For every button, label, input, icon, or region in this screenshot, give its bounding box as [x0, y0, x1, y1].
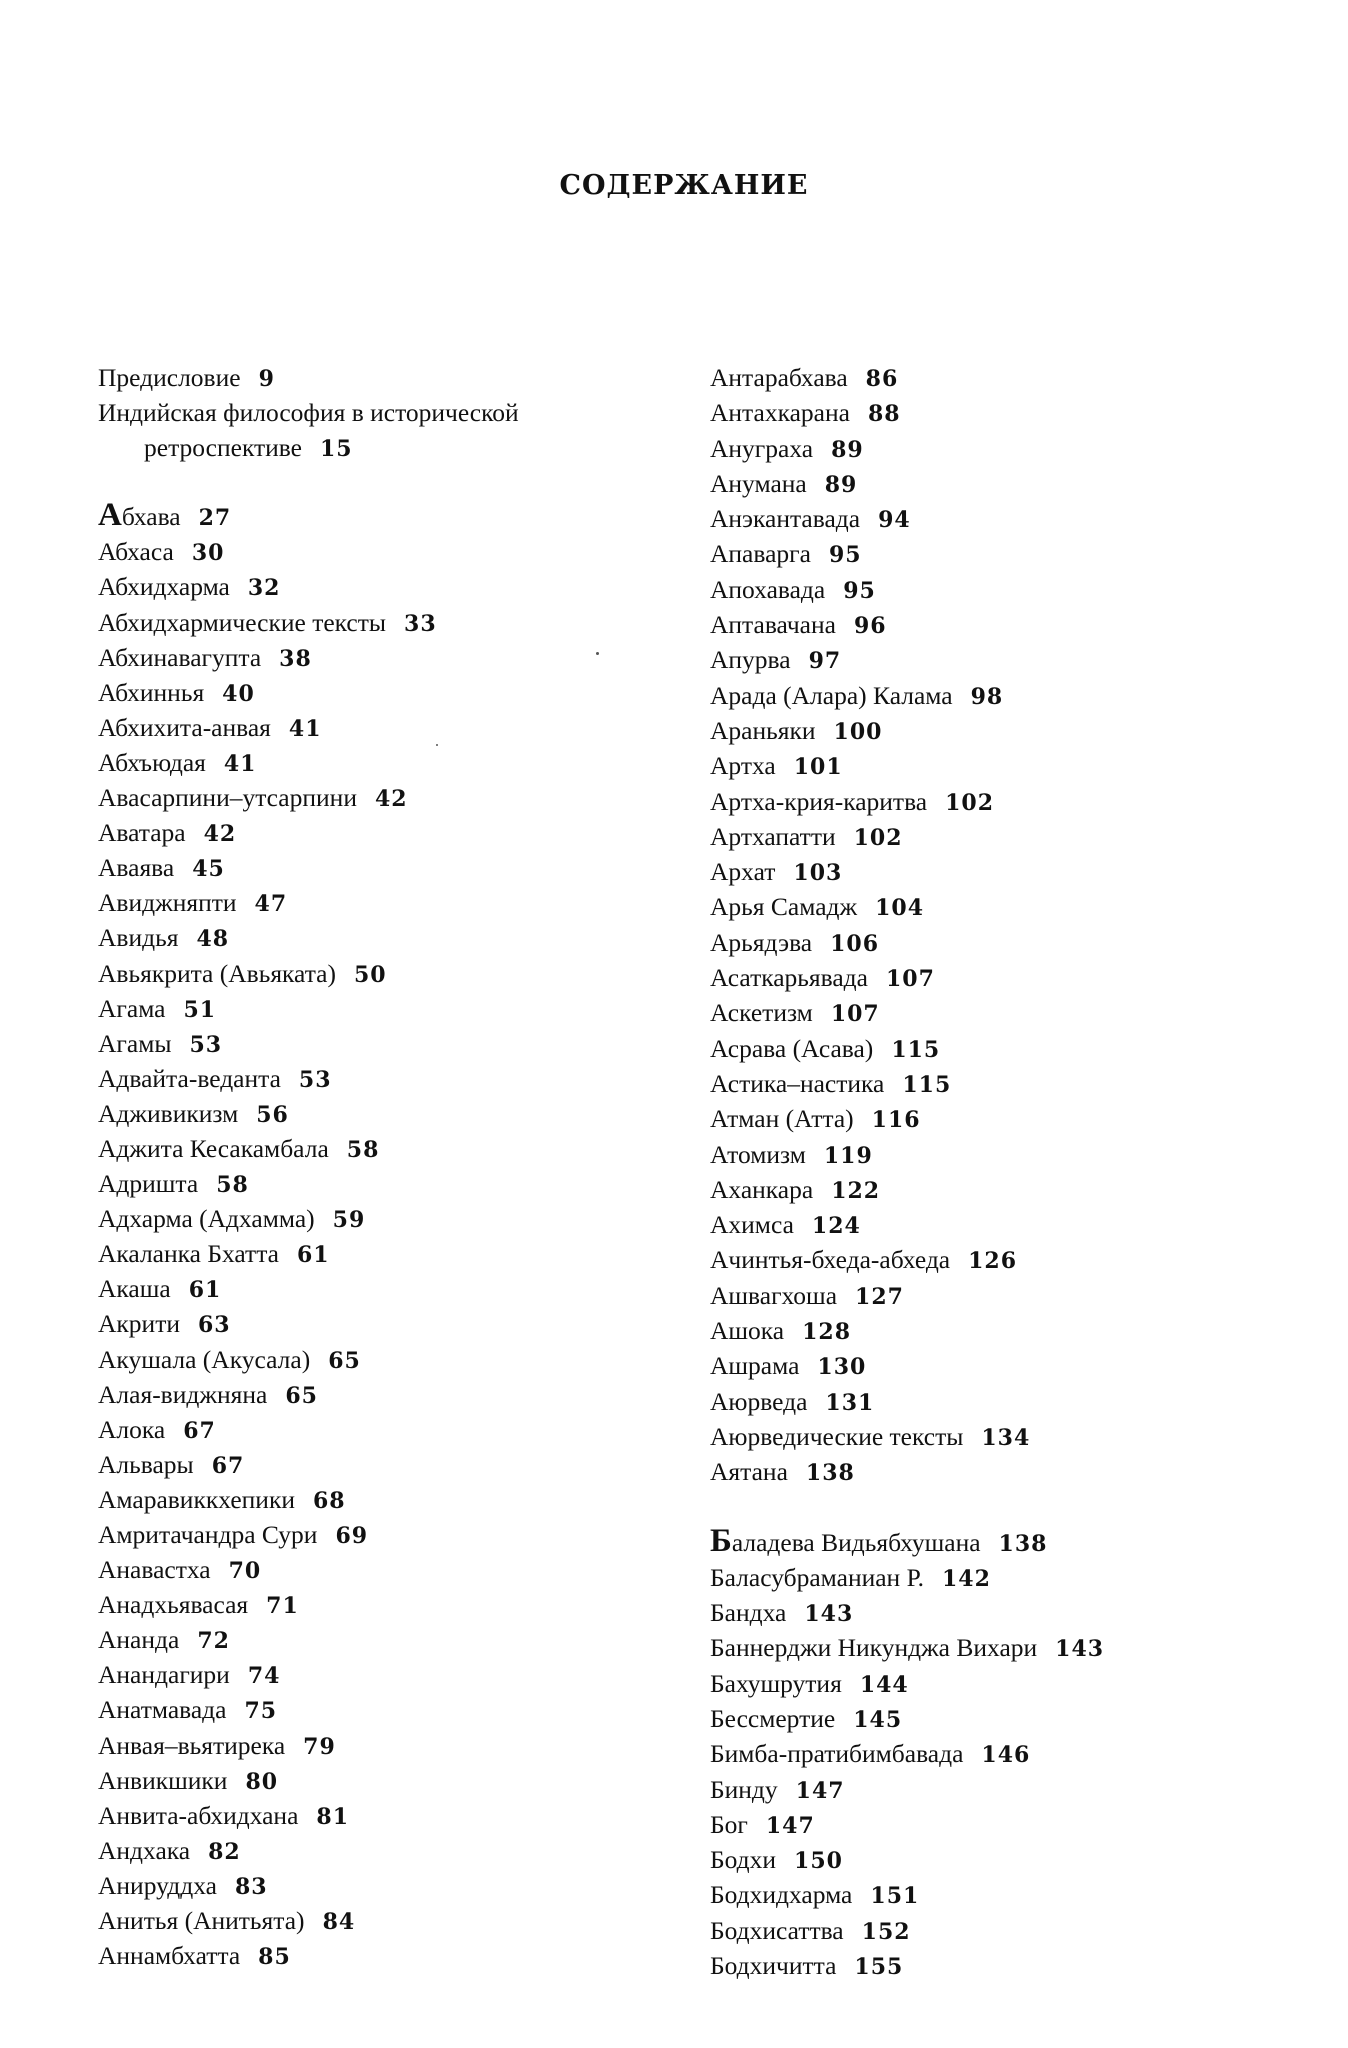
toc-entry-term: Анитья (Анитьята)	[98, 1906, 305, 1936]
toc-entry-term: Ананда	[98, 1625, 180, 1655]
toc-entry-term: Индийская философия в исторической	[98, 398, 519, 428]
toc-entry-term: Артха-крия-каритва	[710, 786, 928, 816]
toc-entry-page: 144	[859, 1671, 909, 1698]
toc-entry-page: 103	[793, 860, 843, 887]
toc-entry	[98, 1377, 698, 1412]
toc-entry-term: Аюрведические тексты	[710, 1421, 964, 1451]
toc-entry-page: 143	[1055, 1636, 1105, 1663]
toc-entry-term: Аптавачана	[710, 610, 836, 640]
toc-entry	[98, 605, 698, 640]
toc-entry-term: Абхидхармические тексты	[98, 607, 387, 637]
toc-entry	[98, 640, 698, 675]
toc-entry-page: 48	[196, 926, 230, 953]
toc-entry	[710, 678, 1330, 713]
toc-left-column	[98, 360, 698, 1973]
toc-entry-page: 155	[854, 1954, 904, 1981]
toc-entry-term: Араньяки	[710, 715, 816, 745]
toc-entry	[98, 430, 698, 465]
toc-entry-page: 145	[853, 1706, 903, 1733]
toc-entry-page: 80	[245, 1768, 279, 1795]
toc-entry-term: Акаша	[98, 1274, 171, 1304]
toc-entry-page: 126	[968, 1248, 1018, 1275]
toc-entry	[98, 675, 698, 710]
toc-entry	[710, 1807, 1330, 1842]
toc-entry-page: 45	[192, 856, 225, 883]
toc-entry-term: Архат	[710, 857, 776, 887]
toc-entry-page: 82	[208, 1838, 241, 1865]
toc-entry-term: Адживикизм	[98, 1098, 239, 1128]
toc-entry-page: 59	[332, 1207, 366, 1234]
toc-entry-page: 151	[870, 1883, 920, 1910]
toc-entry-term: Андхака	[98, 1835, 191, 1865]
toc-entry-term: Авиджняпти	[98, 888, 237, 918]
toc-entry-term: Апаварга	[710, 539, 811, 569]
toc-entry-page: 119	[823, 1142, 873, 1169]
toc-entry-term: Ачинтья-бхеда-абхеда	[710, 1245, 951, 1275]
toc-entry	[710, 536, 1330, 571]
toc-entry-page: 58	[346, 1136, 380, 1163]
toc-entry-page: 68	[313, 1487, 346, 1514]
toc-entry-page: 124	[811, 1213, 861, 1240]
toc-entry-term: Асаткарьявада	[710, 963, 868, 993]
toc-entry-page: 89	[831, 436, 864, 463]
toc-entry	[710, 1242, 1330, 1277]
toc-entry-page: 127	[855, 1283, 904, 1310]
toc-entry-term: Авьякрита (Авьяката)	[98, 958, 336, 988]
toc-entry-page: 41	[223, 750, 257, 777]
toc-entry-page: 107	[885, 966, 935, 993]
toc-entry-page: 96	[853, 613, 887, 640]
toc-entry-page: 67	[183, 1417, 216, 1444]
toc-entry	[710, 784, 1330, 819]
toc-entry-term: Анандагири	[98, 1660, 230, 1690]
toc-entry	[710, 854, 1330, 889]
toc-entry-page: 79	[303, 1733, 336, 1760]
toc-entry	[98, 1236, 698, 1271]
toc-entry	[98, 1061, 698, 1096]
toc-entry	[710, 1913, 1330, 1948]
toc-entry	[710, 1313, 1330, 1348]
toc-entry-term: Апурва	[710, 645, 791, 675]
toc-entry	[710, 1522, 1330, 1560]
toc-entry	[710, 642, 1330, 677]
toc-entry-term: Альвары	[98, 1449, 194, 1479]
toc-entry-page: 53	[189, 1031, 223, 1058]
toc-entry	[710, 1031, 1330, 1066]
toc-entry	[98, 1622, 698, 1657]
toc-entry	[98, 710, 698, 745]
toc-entry-page: 147	[765, 1812, 815, 1839]
toc-entry-page: 56	[256, 1101, 289, 1128]
toc-entry-page: 152	[861, 1918, 911, 1945]
toc-entry-page: 71	[266, 1593, 299, 1620]
toc-entry	[710, 1701, 1330, 1736]
toc-entry-term: Авасарпини–утсарпини	[98, 783, 357, 813]
toc-entry	[98, 1763, 698, 1798]
toc-entry-term: Анэкантавада	[710, 504, 861, 534]
toc-entry-term: Бандха	[710, 1598, 787, 1628]
toc-entry-page: 9	[258, 366, 275, 392]
toc-entry-page: 143	[804, 1601, 854, 1628]
toc-entry-term: Бодхи	[710, 1845, 777, 1875]
toc-entry	[98, 1692, 698, 1727]
toc-entry-term: Анвикшики	[98, 1765, 228, 1795]
toc-entry-term: Ашока	[710, 1316, 785, 1346]
toc-entry-term: Адхарма (Адхамма)	[98, 1204, 315, 1234]
toc-entry	[710, 960, 1330, 995]
toc-entry	[710, 1454, 1330, 1489]
toc-entry-page: 107	[830, 1001, 880, 1028]
toc-entry-term: Анатмавада	[98, 1695, 227, 1725]
toc-entry-term: Алока	[98, 1414, 166, 1444]
toc-entry	[98, 885, 698, 920]
toc-entry-page: 97	[808, 648, 842, 675]
toc-entry-page: 138	[805, 1460, 855, 1487]
toc-entry-term: Ахимса	[710, 1210, 794, 1240]
toc-entry-term: Аханкара	[710, 1174, 814, 1204]
section-gap	[710, 1490, 1330, 1525]
toc-entry	[98, 1166, 698, 1201]
toc-entry	[98, 1096, 698, 1131]
toc-entry-page: 150	[794, 1848, 843, 1875]
toc-entry	[98, 1482, 698, 1517]
toc-entry-term: Атомизм	[710, 1139, 806, 1169]
toc-entry-page: 50	[353, 961, 387, 988]
toc-entry	[98, 360, 698, 395]
toc-entry	[710, 1630, 1330, 1665]
toc-entry	[98, 569, 698, 604]
toc-entry-term: Бинду	[710, 1774, 778, 1804]
toc-entry-term: Бодхисаттва	[710, 1915, 844, 1945]
toc-entry-page: 115	[891, 1036, 941, 1063]
toc-entry	[98, 1342, 698, 1377]
toc-entry	[710, 395, 1330, 430]
toc-entry	[98, 1938, 698, 1973]
toc-entry	[710, 1842, 1330, 1877]
toc-entry-term: Агамы	[98, 1028, 172, 1058]
toc-entry-term: Баладева Видьябхушана	[710, 1522, 981, 1559]
toc-entry-page: 53	[298, 1066, 332, 1093]
toc-entry	[98, 1868, 698, 1903]
toc-entry-term: Асрава (Асава)	[710, 1033, 874, 1063]
toc-entry	[710, 1595, 1330, 1630]
toc-entry-term: Абхаса	[98, 537, 174, 567]
toc-entry-term: Аннамбхатта	[98, 1941, 241, 1971]
toc-entry-term: Анируддха	[98, 1870, 217, 1900]
toc-entry	[98, 1271, 698, 1306]
toc-entry-term: Бахушрутия	[710, 1668, 842, 1698]
toc-right-column	[710, 360, 1330, 1983]
toc-entry-page: 67	[211, 1452, 245, 1479]
toc-entry-page: 142	[941, 1565, 991, 1592]
toc-entry-page: 86	[865, 366, 899, 392]
toc-entry-page: 72	[197, 1628, 230, 1655]
toc-entry	[98, 1657, 698, 1692]
toc-entry-page: 128	[802, 1319, 852, 1346]
toc-entry	[710, 925, 1330, 960]
toc-entry-page: 27	[198, 505, 232, 532]
toc-entry-term: Агама	[98, 993, 166, 1023]
toc-entry-page: 100	[833, 718, 883, 745]
toc-entry-page: 88	[867, 401, 901, 428]
toc-entry-term: Бодхидхарма	[710, 1880, 853, 1910]
toc-entry-page: 63	[198, 1312, 231, 1339]
toc-entry	[98, 920, 698, 955]
toc-entry-term: Апохавада	[710, 574, 826, 604]
toc-entry-term: Аюрведа	[710, 1386, 808, 1416]
toc-entry-term: Алая-виджняна	[98, 1379, 268, 1409]
toc-entry-page: 116	[871, 1107, 921, 1134]
toc-entry-term: Бодхичитта	[710, 1951, 837, 1981]
toc-entry	[710, 607, 1330, 642]
toc-entry-page: 95	[828, 542, 862, 569]
toc-entry	[710, 1066, 1330, 1101]
toc-entry	[98, 991, 698, 1026]
toc-entry	[98, 1412, 698, 1447]
toc-entry	[710, 1419, 1330, 1454]
toc-entry	[98, 499, 698, 534]
toc-entry	[98, 1306, 698, 1341]
toc-entry-page: 70	[228, 1558, 262, 1585]
toc-entry-term: Анвая–вьятирека	[98, 1730, 286, 1760]
toc-entry-page: 41	[288, 715, 322, 742]
toc-entry	[710, 1101, 1330, 1136]
toc-entry	[710, 1384, 1330, 1419]
toc-entry-page: 61	[296, 1242, 330, 1269]
toc-entry	[710, 889, 1330, 924]
scan-speck	[596, 652, 599, 655]
toc-entry	[710, 572, 1330, 607]
toc-entry-page: 122	[831, 1177, 881, 1204]
toc-entry	[98, 395, 698, 430]
toc-entry-page: 106	[830, 930, 880, 957]
toc-entry-term: Баласубраманиан Р.	[710, 1562, 924, 1592]
toc-entry-term: Абхъюдая	[98, 747, 206, 777]
toc-entry	[710, 1772, 1330, 1807]
toc-entry	[98, 1447, 698, 1482]
toc-entry-term: Акрити	[98, 1309, 180, 1339]
toc-entry	[710, 1137, 1330, 1172]
toc-entry-page: 147	[795, 1777, 845, 1804]
toc-entry	[98, 1587, 698, 1622]
toc-entry-term: Анвита-абхидхана	[98, 1800, 299, 1830]
toc-entry	[710, 1877, 1330, 1912]
toc-entry-page: 85	[258, 1944, 291, 1971]
toc-entry	[710, 995, 1330, 1030]
toc-entry-term: Бессмертие	[710, 1703, 836, 1733]
toc-entry-term: Аватара	[98, 818, 186, 848]
toc-entry-term: Антахкарана	[710, 398, 850, 428]
toc-entry	[710, 748, 1330, 783]
toc-entry	[98, 1903, 698, 1938]
toc-entry	[710, 466, 1330, 501]
toc-entry-term: Арада (Алара) Калама	[710, 680, 953, 710]
toc-entry-page: 98	[970, 683, 1004, 710]
toc-entry-term: Акаланка Бхатта	[98, 1239, 279, 1269]
toc-entry	[710, 1736, 1330, 1771]
toc-entry-page: 61	[188, 1277, 222, 1304]
toc-entry-page: 95	[843, 577, 876, 604]
page-title: СОДЕРЖАНИЕ	[559, 170, 809, 201]
toc-entry	[98, 956, 698, 991]
toc-entry	[710, 713, 1330, 748]
toc-entry-term: Арья Самадж	[710, 892, 858, 922]
toc-entry	[98, 1517, 698, 1552]
toc-entry	[710, 1948, 1330, 1983]
toc-entry	[98, 1026, 698, 1061]
toc-entry	[98, 534, 698, 569]
toc-entry-term: Акушала (Акусала)	[98, 1344, 311, 1374]
toc-entry	[710, 1207, 1330, 1242]
toc-entry-term: Ашрама	[710, 1351, 800, 1381]
toc-entry-page: 75	[244, 1698, 278, 1725]
toc-entry-page: 84	[322, 1909, 356, 1936]
toc-entry	[98, 1131, 698, 1166]
toc-entry-term: Анавастха	[98, 1555, 211, 1585]
toc-entry	[710, 501, 1330, 536]
toc-entry-page: 115	[902, 1071, 952, 1098]
toc-entry-term: Предисловие	[98, 363, 241, 392]
toc-entry-page: 38	[279, 645, 312, 672]
toc-entry-page: 131	[825, 1389, 875, 1416]
scan-speck	[436, 744, 438, 746]
toc-entry-term: Ануграха	[710, 433, 814, 463]
toc-entry	[710, 1560, 1330, 1595]
toc-entry-page: 83	[234, 1873, 268, 1900]
toc-entry-term: Амаравиккхепики	[98, 1484, 295, 1514]
toc-entry	[710, 819, 1330, 854]
toc-entry-term: Анумана	[710, 468, 807, 498]
toc-entry	[98, 850, 698, 885]
toc-entry-page: 102	[853, 824, 903, 851]
toc-entry-term: Артха	[710, 751, 776, 781]
toc-entry-term: Анадхьявасая	[98, 1590, 249, 1620]
toc-entry-term: Адвайта-веданта	[98, 1063, 281, 1093]
toc-entry-page: 32	[247, 575, 281, 602]
toc-entry-term: Аджита Кесакамбала	[98, 1133, 329, 1163]
toc-entry-term: Арьядэва	[710, 927, 813, 957]
toc-entry-page: 65	[328, 1347, 361, 1374]
toc-entry-page: 42	[374, 786, 408, 813]
toc-entry-term: Аскетизм	[710, 998, 813, 1028]
toc-entry	[710, 1172, 1330, 1207]
toc-entry-term: Аваява	[98, 853, 175, 883]
toc-entry-page: 58	[216, 1172, 249, 1199]
toc-entry-term: Адришта	[98, 1169, 199, 1199]
toc-entry-page: 42	[203, 821, 237, 848]
toc-entry-term: Абхидхарма	[98, 572, 230, 602]
toc-entry	[98, 815, 698, 850]
toc-entry	[710, 1348, 1330, 1383]
toc-entry-term: Абхиннья	[98, 677, 205, 707]
toc-entry-page: 40	[222, 680, 255, 707]
toc-entry-page: 146	[981, 1742, 1031, 1769]
section-gap	[98, 465, 698, 499]
toc-entry-page: 134	[981, 1424, 1031, 1451]
toc-entry	[710, 360, 1330, 395]
toc-entry-page: 104	[875, 895, 925, 922]
toc-entry-page: 15	[320, 436, 353, 463]
toc-entry-term: Астика–настика	[710, 1068, 885, 1098]
toc-entry-page: 30	[191, 540, 225, 567]
toc-entry-page: 65	[285, 1382, 318, 1409]
toc-entry-term: Баннерджи Никунджа Вихари	[710, 1633, 1038, 1663]
toc-entry	[710, 1666, 1330, 1701]
toc-entry-term: ретроспективе	[144, 433, 302, 463]
toc-entry-page: 130	[817, 1354, 867, 1381]
toc-entry-page: 102	[945, 789, 995, 816]
toc-entry-term: Антарабхава	[710, 363, 848, 392]
toc-entry-term: Абхинавагупта	[98, 642, 262, 672]
toc-entry-term: Амритачандра Сури	[98, 1520, 318, 1549]
toc-entry-term: Аятана	[710, 1457, 788, 1487]
toc-entry-page: 81	[316, 1803, 350, 1830]
toc-entry	[98, 780, 698, 815]
toc-entry-page: 74	[247, 1663, 281, 1690]
toc-entry-page: 69	[335, 1523, 369, 1549]
toc-entry	[98, 1552, 698, 1587]
toc-entry-page: 101	[793, 754, 843, 781]
toc-entry	[98, 1201, 698, 1236]
toc-entry	[98, 745, 698, 780]
toc-entry-term: Авидья	[98, 923, 179, 953]
toc-entry-term: Ашвагхоша	[710, 1280, 838, 1310]
toc-entry-term: Абхихита-анвая	[98, 712, 271, 742]
toc-entry	[710, 431, 1330, 466]
toc-entry-page: 138	[998, 1530, 1048, 1557]
toc-entry-page: 47	[254, 891, 288, 918]
toc-entry-term: Бог	[710, 1809, 748, 1839]
toc-entry	[710, 1278, 1330, 1313]
toc-entry-term: Атман (Атта)	[710, 1104, 854, 1134]
toc-entry-page: 89	[824, 471, 858, 498]
toc-entry-term: Артхапатти	[710, 821, 836, 851]
toc-entry	[98, 1833, 698, 1868]
toc-entry	[98, 1798, 698, 1833]
toc-entry-term: Бимба-пратибимбавада	[710, 1739, 964, 1769]
toc-entry-page: 94	[878, 507, 911, 534]
toc-entry-page: 33	[404, 610, 437, 637]
toc-entry	[98, 1728, 698, 1763]
toc-entry-term: Абхава	[98, 497, 181, 534]
toc-entry-page: 51	[183, 996, 217, 1023]
